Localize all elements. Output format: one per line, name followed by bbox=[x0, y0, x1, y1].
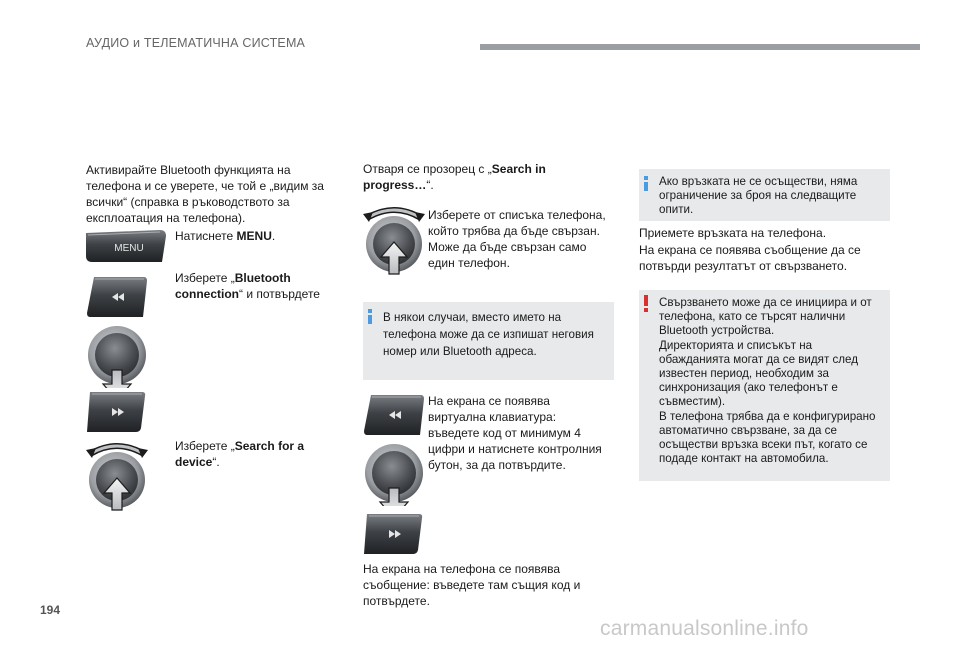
forward-button-icon bbox=[86, 390, 148, 439]
search-progress-text: Отваря се прозорец с „Search in progress…“. bbox=[363, 162, 546, 192]
rewind-button-icon bbox=[363, 393, 425, 442]
watermark: carmanualsonline.info bbox=[600, 617, 809, 640]
forward-button-icon bbox=[363, 512, 425, 561]
phone-message-text: На екрана на телефона се появява съобщение: въведете там същия код и потвърдете. bbox=[363, 562, 581, 608]
intro-text: Активирайте Bluetooth функцията на телефона и се уверете, че той е „видим за всички“ (справка в ръководството за експлоатация на телефона). bbox=[86, 163, 324, 225]
knob-rotate-icon bbox=[363, 204, 425, 281]
accept-connection-text: Приемете връзката на телефона. На екрана се появява съобщение да се потвърди резултатът от свързването. bbox=[639, 226, 861, 273]
keyboard-text: На екрана се появява виртуална клавиатура: въведете код от минимум 4 цифри и натиснете контролния бутон, за да потвърдите. bbox=[428, 394, 602, 472]
page-number: 194 bbox=[40, 603, 61, 617]
svg-text:MENU: MENU bbox=[114, 243, 144, 254]
info-icon bbox=[644, 176, 648, 191]
info-box-retry: Ако връзката не се осъществи, няма ограничение за броя на следващите опити. bbox=[639, 169, 890, 221]
warning-box: Свързването може да се инициира и от телефона, като се търсят налични Bluetooth устройства. Директорията и списъкът на обажданията могат да се видят след известен период, необходим за синхронизация (ако телефонът е съвместим). В телефона трябва да е конфигурирано автоматично свързване, за да се осъществи връзка всеки път, когато се подаде контакт на автомобила. bbox=[639, 290, 890, 481]
info-box-name-display: В някои случаи, вместо името на телефона може да се изпишат неговия номер или Bluetooth адреса. bbox=[363, 302, 614, 380]
info-icon bbox=[368, 309, 372, 324]
knob-press-icon bbox=[86, 326, 148, 393]
menu-button-icon bbox=[86, 229, 168, 268]
warning-icon bbox=[643, 295, 649, 312]
select-phone-text: Изберете от списъка телефона, който трябва да бъде свързан. Може да бъде свързан само един телефон. bbox=[428, 208, 606, 270]
step-select-bluetooth: Изберете „Bluetooth connection“ и потвърдете bbox=[175, 271, 320, 301]
knob-press-icon bbox=[363, 444, 425, 511]
knob-rotate-icon bbox=[86, 440, 148, 517]
header-rule bbox=[480, 44, 920, 50]
step-press-menu: Натиснете MENU. bbox=[175, 229, 276, 243]
header-title: АУДИО и ТЕЛЕМАТИЧНА СИСТЕМА bbox=[86, 36, 306, 50]
rewind-button-icon bbox=[86, 275, 148, 324]
step-search-device: Изберете „Search for a device“. bbox=[175, 439, 305, 469]
